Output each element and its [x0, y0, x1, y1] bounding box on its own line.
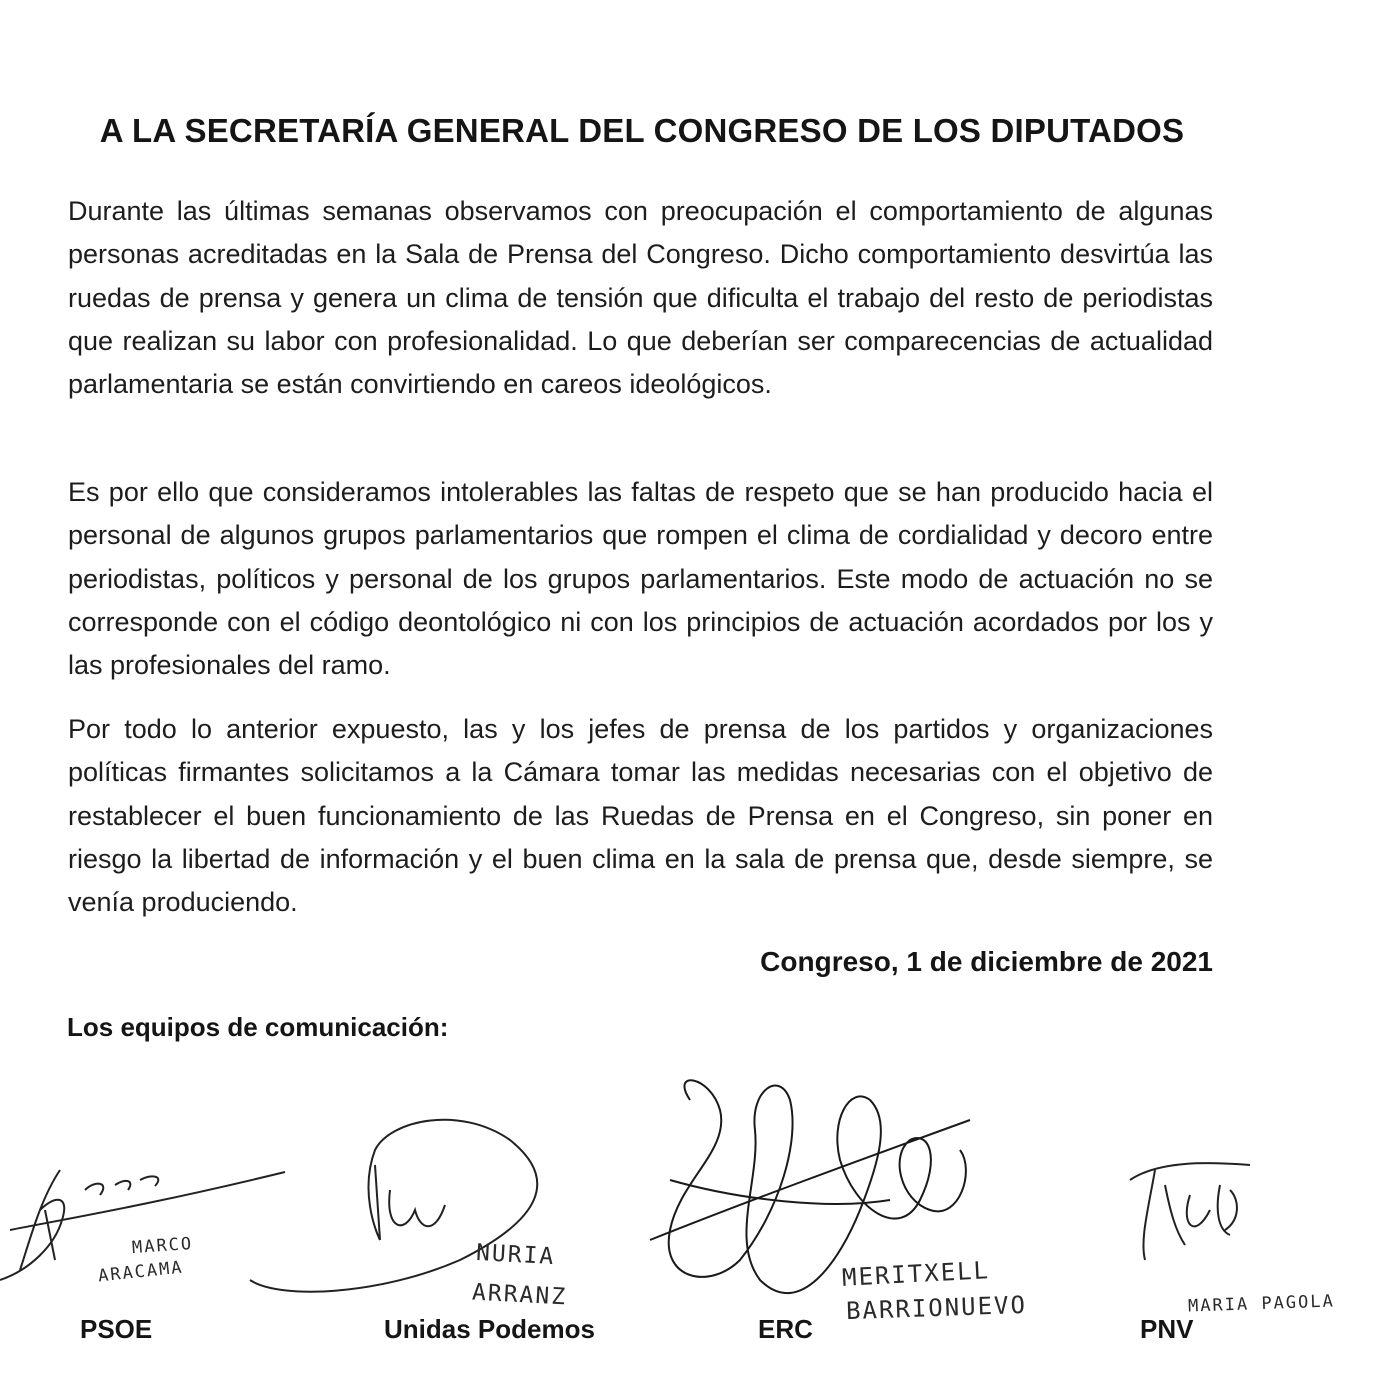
- signature-erc-name-2: BARRIONUEVO: [845, 1290, 1028, 1326]
- document-title: A LA SECRETARÍA GENERAL DEL CONGRESO DE LOS DIPUTADOS: [99, 112, 1185, 149]
- signature-psoe-name-1: MARCO: [131, 1233, 194, 1259]
- party-unidas-podemos: Unidas Podemos: [384, 1314, 595, 1344]
- party-erc: ERC: [758, 1314, 813, 1344]
- signature-block-unidas-podemos: [240, 1110, 640, 1380]
- signature-pnv-icon: [1100, 1150, 1400, 1380]
- signature-block-pnv: [1100, 1150, 1400, 1380]
- paragraph-3: Por todo lo anterior expuesto, las y los jefes de prensa de los partidos y organizaciones políticas firmantes solicitamos a la Cámara tomar las medidas necesarias con el objetivo de restablecer el buen funcionamiento de las Ruedas de Prensa en el Congreso, sin poner en riesgo la libertad de información y el buen clima en la sala de prensa que, desde siempre, se venía produciendo.: [68, 714, 1213, 918]
- date-line: Congreso, 1 de diciembre de 2021: [760, 946, 1213, 977]
- paragraph-2: Es por ello que consideramos intolerables las faltas de respeto que se han producido hacia el personal de algunos grupos parlamentarios que rompen el clima de cordialidad y decoro entre periodistas, políticos y personal de los grupos parlamentarios. Este modo de actuación no se corresponde con el código deontológico ni con los principios de actuación acordados por los y las profesionales del ramo.: [68, 477, 1213, 681]
- signature-pnv-name: MARIA PAGOLA: [1187, 1291, 1336, 1317]
- signature-erc-icon: [630, 1060, 1070, 1380]
- signature-block-erc: [630, 1060, 1070, 1380]
- signature-erc-name-1: MERITXELL: [841, 1256, 991, 1292]
- signature-unidas-podemos-name-2: ARRANZ: [471, 1279, 568, 1311]
- signature-unidas-podemos-name-1: NURIA: [475, 1239, 556, 1271]
- paragraph-1: Durante las últimas semanas observamos con preocupación el comportamiento de algunas personas acreditadas en la Sala de Prensa del Congreso. Dicho comportamiento desvirtúa las ruedas de prensa y genera un clima de tensión que dificulta el trabajo del resto de periodistas que realizan su labor con profesionalidad. Lo que deberían ser comparecencias de actualidad parlamentaria se están convirtiendo en careos ideológicos.: [68, 196, 1213, 400]
- party-psoe: PSOE: [80, 1314, 153, 1344]
- party-pnv: PNV: [1140, 1314, 1194, 1344]
- signatories-heading: Los equipos de comunicación:: [67, 1012, 449, 1042]
- signature-psoe-name-2: ARACAMA: [97, 1257, 185, 1287]
